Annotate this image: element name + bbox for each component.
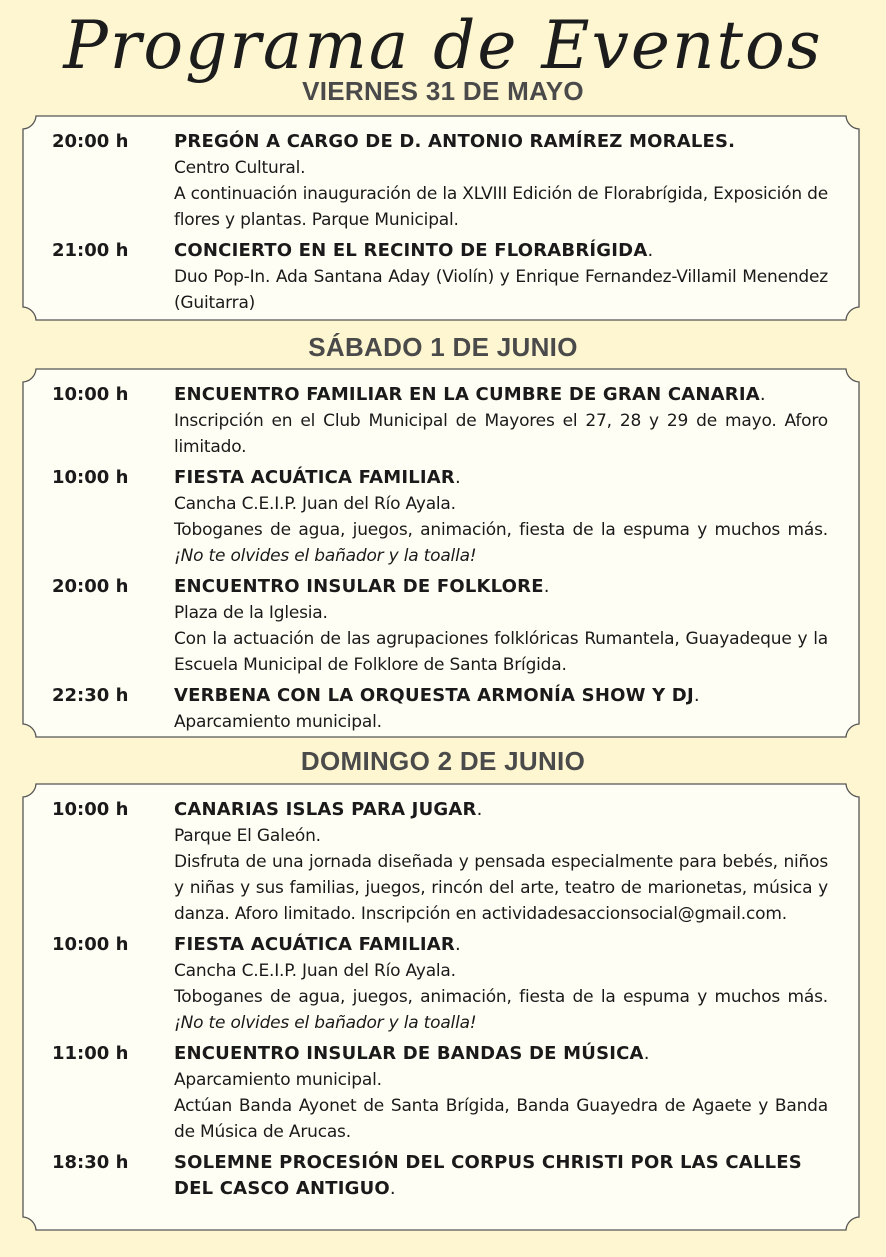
event-time: 10:00 h bbox=[52, 384, 129, 405]
event-title-suffix: . bbox=[643, 1043, 650, 1064]
event-detail-text: Toboganes de agua, juegos, animación, fiesta de la espuma y muchos más. bbox=[174, 987, 828, 1007]
event-body bbox=[174, 683, 828, 735]
event-detail-text: Con la actuación de las agrupaciones folklóricas Rumantela, Guayadeque y la Escuela Municipal de Folklore de Santa Brígida. bbox=[174, 629, 828, 675]
event-detail-text: A continuación inauguración de la XLVIII Edición de Florabrígida, Exposición de flores y plantas. Parque Municipal. bbox=[174, 184, 828, 230]
event-body bbox=[174, 932, 828, 1036]
day-panel bbox=[22, 368, 860, 738]
event-time: 18:30 h bbox=[52, 1152, 129, 1173]
event-title-text: FIESTA ACUÁTICA FAMILIAR bbox=[174, 934, 455, 955]
event-title-suffix: . bbox=[759, 384, 766, 405]
event-detail-text: Aparcamiento municipal. bbox=[174, 1070, 382, 1090]
event-body bbox=[174, 129, 828, 233]
event-detail-text: Aparcamiento municipal. bbox=[174, 712, 382, 732]
event-title bbox=[174, 382, 828, 408]
event-item bbox=[52, 238, 828, 316]
day-panel bbox=[22, 783, 860, 1231]
day-panel bbox=[22, 115, 860, 321]
event-time: 10:00 h bbox=[52, 934, 129, 955]
event-detail bbox=[174, 958, 828, 984]
event-item bbox=[52, 932, 828, 1036]
event-title-text: CONCIERTO EN EL RECINTO DE FLORABRÍGIDA bbox=[174, 240, 648, 261]
event-item bbox=[52, 1041, 828, 1145]
event-time: 11:00 h bbox=[52, 1043, 129, 1064]
event-detail-text: Centro Cultural. bbox=[174, 158, 306, 178]
event-title bbox=[174, 574, 828, 600]
event-title-text: PREGÓN A CARGO DE D. ANTONIO RAMÍREZ MORALES. bbox=[174, 131, 736, 152]
event-time: 22:30 h bbox=[52, 685, 129, 706]
event-detail bbox=[174, 709, 828, 735]
event-detail bbox=[174, 823, 828, 849]
event-title-suffix: . bbox=[693, 685, 700, 706]
event-title-text: ENCUENTRO FAMILIAR EN LA CUMBRE DE GRAN CANARIA bbox=[174, 384, 760, 405]
event-title bbox=[174, 1150, 828, 1202]
event-detail bbox=[174, 517, 828, 569]
event-detail-text: Cancha C.E.I.P. Juan del Río Ayala. bbox=[174, 494, 456, 514]
event-time: 21:00 h bbox=[52, 240, 129, 261]
event-time: 10:00 h bbox=[52, 799, 129, 820]
event-item bbox=[52, 574, 828, 678]
event-title bbox=[174, 797, 828, 823]
event-title-suffix: . bbox=[389, 1178, 396, 1199]
event-item bbox=[52, 382, 828, 460]
event-body bbox=[174, 797, 828, 927]
event-list bbox=[52, 129, 828, 321]
event-detail-text: Cancha C.E.I.P. Juan del Río Ayala. bbox=[174, 961, 456, 981]
event-title-text: ENCUENTRO INSULAR DE BANDAS DE MÚSICA bbox=[174, 1043, 644, 1064]
day-header: VIERNES 31 DE MAYO bbox=[302, 76, 584, 106]
day-header: SÁBADO 1 DE JUNIO bbox=[308, 332, 578, 362]
event-detail-text: Duo Pop-In. Ada Santana Aday (Violín) y Enrique Fernandez-Villamil Menendez (Guitarra) bbox=[174, 267, 828, 313]
event-detail-text: Parque El Galeón. bbox=[174, 826, 321, 846]
event-body bbox=[174, 1041, 828, 1145]
event-title bbox=[174, 1041, 828, 1067]
event-detail-text: Inscripción en el Club Municipal de Mayores el 27, 28 y 29 de mayo. Aforo limitado. bbox=[174, 411, 828, 457]
event-detail bbox=[174, 155, 828, 181]
event-title-suffix: . bbox=[647, 240, 654, 261]
event-body bbox=[174, 574, 828, 678]
event-time: 20:00 h bbox=[52, 131, 129, 152]
event-title bbox=[174, 465, 828, 491]
event-detail-text: Plaza de la Iglesia. bbox=[174, 603, 328, 623]
event-list bbox=[52, 382, 828, 740]
event-item bbox=[52, 683, 828, 735]
event-title bbox=[174, 683, 828, 709]
event-body bbox=[174, 382, 828, 460]
event-detail-text: Toboganes de agua, juegos, animación, fiesta de la espuma y muchos más. bbox=[174, 520, 828, 540]
event-item bbox=[52, 797, 828, 927]
event-detail bbox=[174, 491, 828, 517]
event-detail bbox=[174, 600, 828, 626]
event-item bbox=[52, 465, 828, 569]
event-list bbox=[52, 797, 828, 1207]
event-detail bbox=[174, 1067, 828, 1093]
event-detail-text: Actúan Banda Ayonet de Santa Brígida, Banda Guayedra de Agaete y Banda de Música de Arucas. bbox=[174, 1096, 828, 1142]
event-title-text: CANARIAS ISLAS PARA JUGAR bbox=[174, 799, 477, 820]
event-detail bbox=[174, 1093, 828, 1145]
event-detail bbox=[174, 181, 828, 233]
event-body bbox=[174, 465, 828, 569]
event-body bbox=[174, 1150, 828, 1202]
page-title: Programa de Eventos bbox=[63, 7, 823, 84]
day-header: DOMINGO 2 DE JUNIO bbox=[300, 746, 586, 776]
event-title-suffix: . bbox=[543, 576, 550, 597]
event-detail bbox=[174, 849, 828, 927]
event-title-suffix: . bbox=[454, 934, 461, 955]
event-detail bbox=[174, 408, 828, 460]
event-detail-text: Disfruta de una jornada diseñada y pensada especialmente para bebés, niños y niñas y sus familias, juegos, rincón del arte, teatro de marionetas, música y danza. Aforo limitado. Inscripción en actividadesaccionsocial@gmail.com. bbox=[174, 852, 828, 924]
event-title-text: FIESTA ACUÁTICA FAMILIAR bbox=[174, 467, 455, 488]
event-title-text: ENCUENTRO INSULAR DE FOLKLORE bbox=[174, 576, 544, 597]
event-time: 20:00 h bbox=[52, 576, 129, 597]
event-title bbox=[174, 932, 828, 958]
event-title bbox=[174, 238, 828, 264]
event-detail bbox=[174, 264, 828, 316]
event-item bbox=[52, 1150, 828, 1202]
event-body bbox=[174, 238, 828, 316]
event-detail-italic: ¡No te olvides el bañador y la toalla! bbox=[174, 546, 477, 566]
event-title-text: SOLEMNE PROCESIÓN DEL CORPUS CHRISTI POR LAS CALLES DEL CASCO ANTIGUO bbox=[174, 1152, 802, 1199]
event-title-suffix: . bbox=[454, 467, 461, 488]
event-title bbox=[174, 129, 828, 155]
event-title-suffix: . bbox=[476, 799, 483, 820]
event-detail bbox=[174, 626, 828, 678]
event-title-text: VERBENA CON LA ORQUESTA ARMONÍA SHOW Y DJ bbox=[174, 685, 694, 706]
event-detail bbox=[174, 984, 828, 1036]
event-item bbox=[52, 129, 828, 233]
event-time: 10:00 h bbox=[52, 467, 129, 488]
event-detail-italic: ¡No te olvides el bañador y la toalla! bbox=[174, 1013, 477, 1033]
